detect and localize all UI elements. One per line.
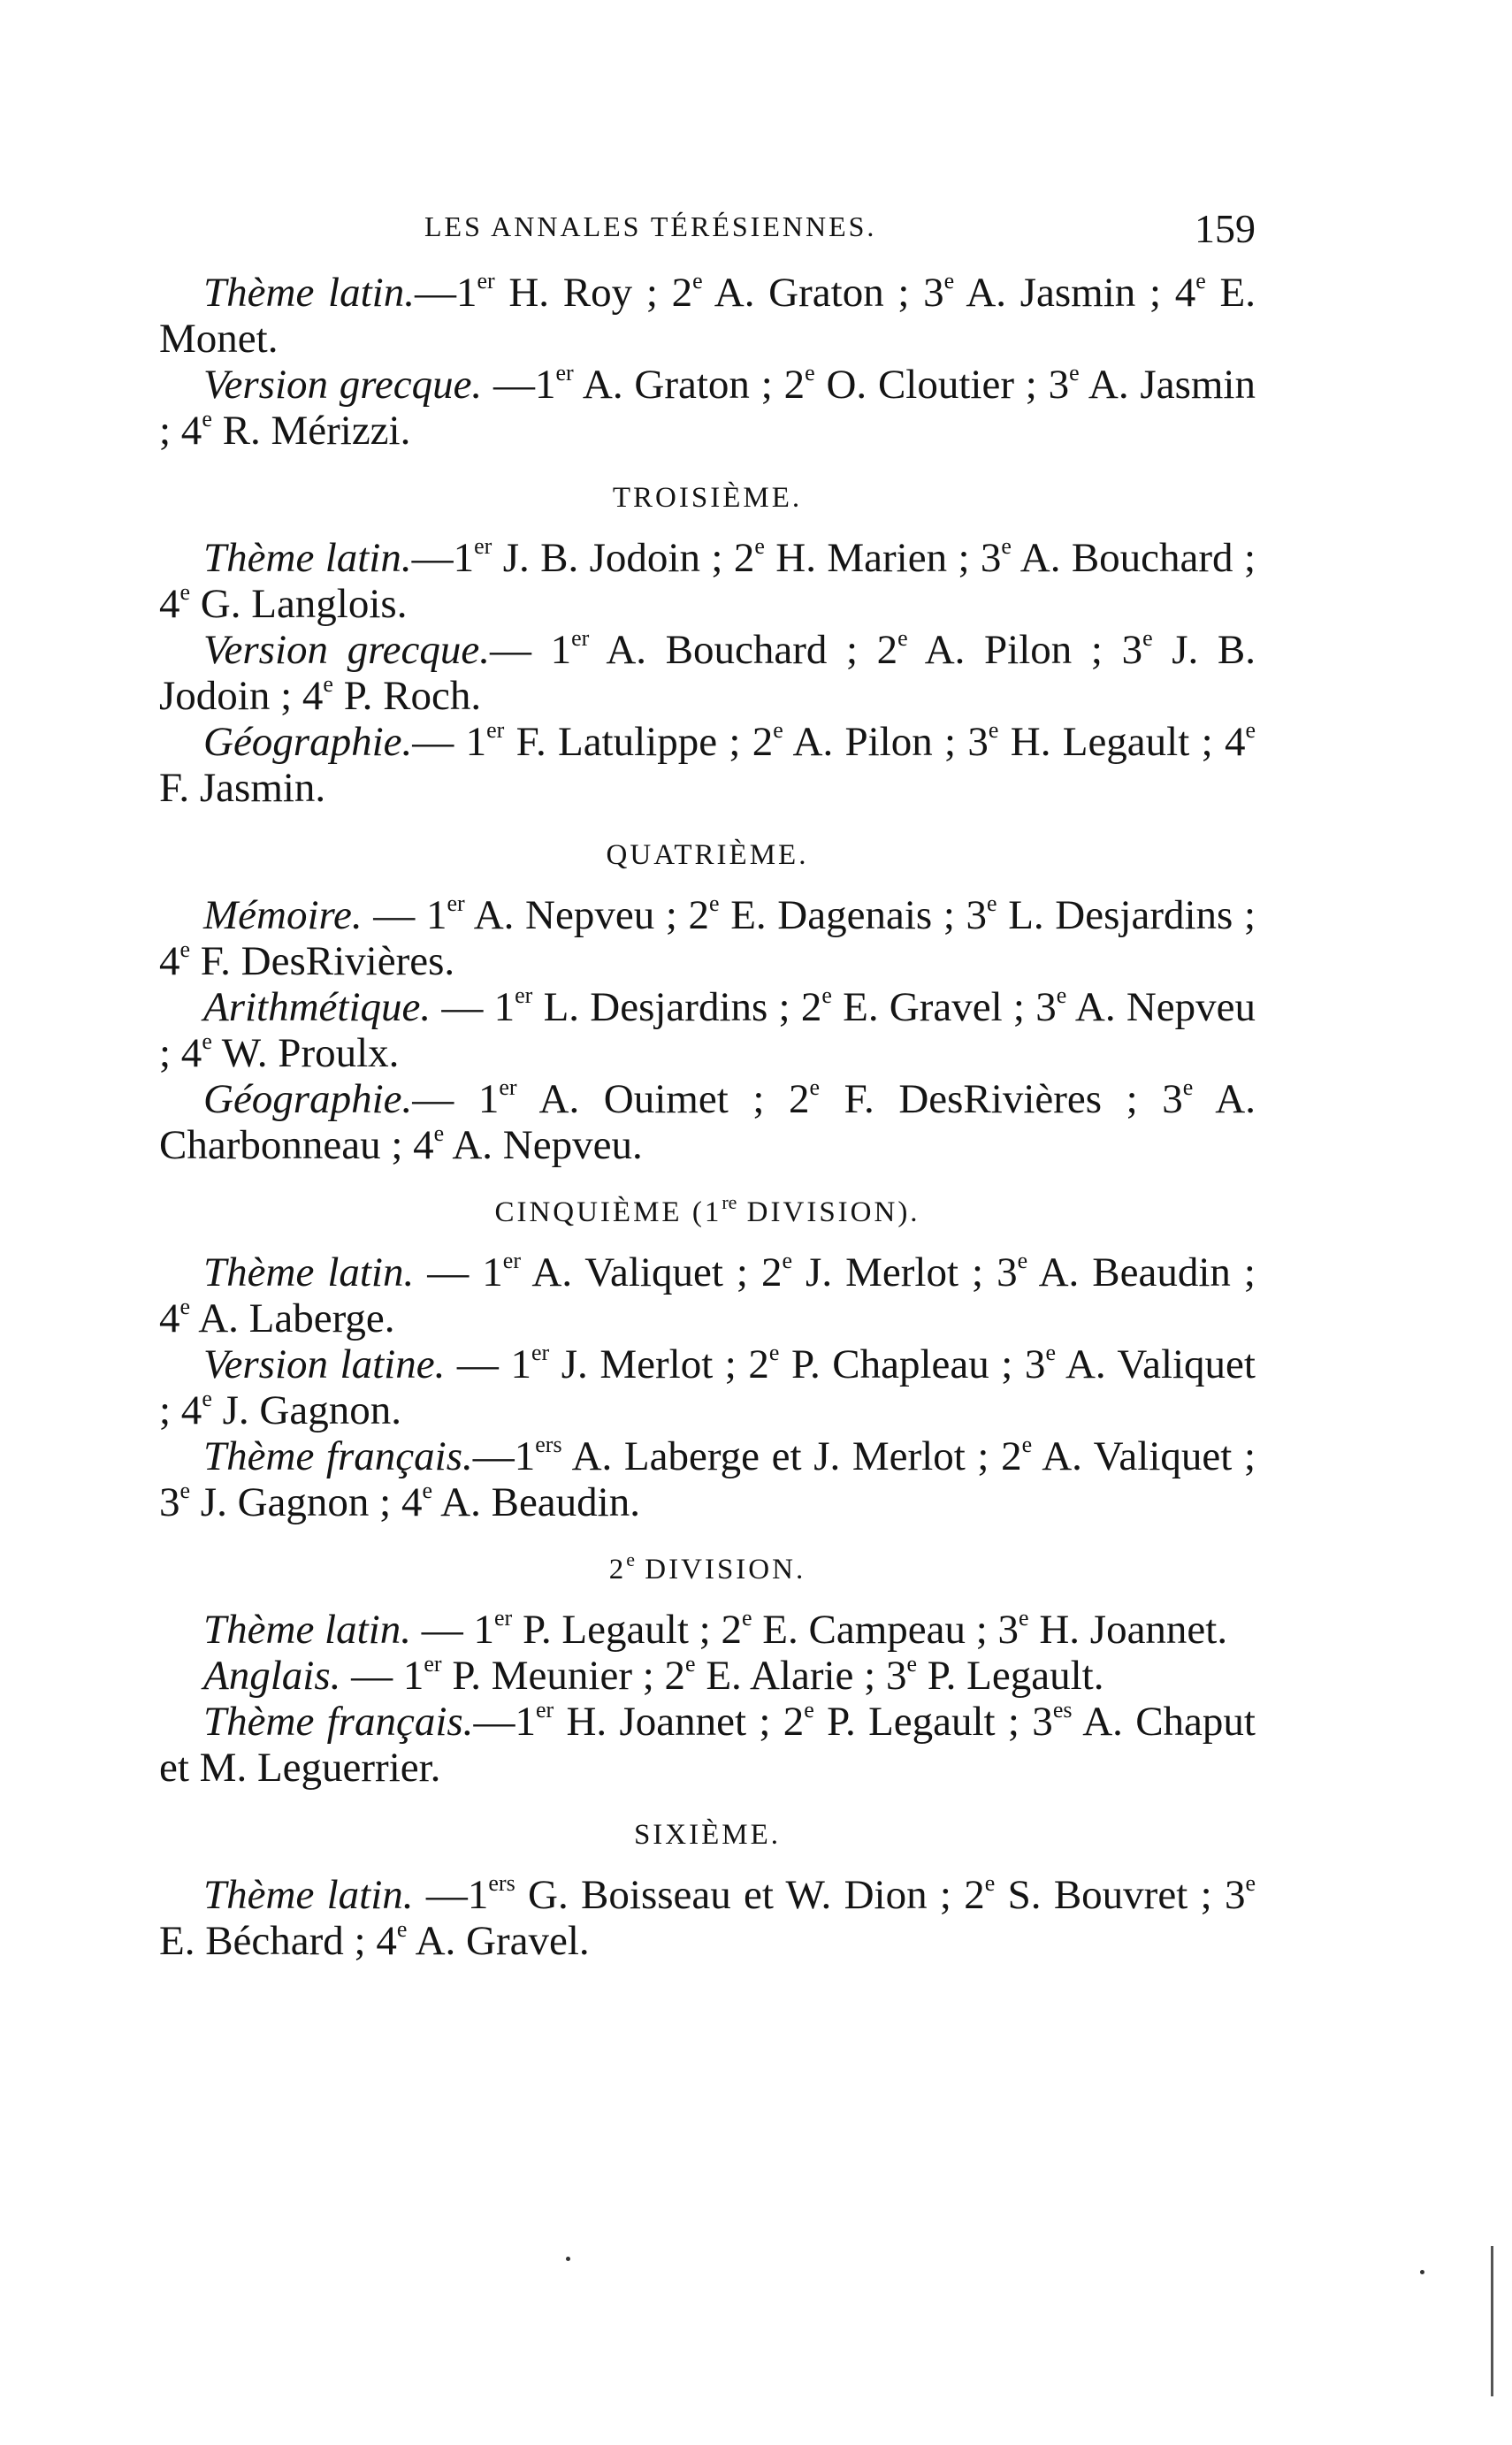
prize-entry: Anglais. — 1er P. Meunier ; 2e E. Alarie ; 3e P. Legault. [203,1651,1104,1699]
prize-entry: Version grecque. —1er A. Graton ; 2e O. Cloutier ; 3e A. Jasmin ; 4e R. Mérizzi. [159,360,1256,454]
prize-entry: Mémoire. — 1er A. Nepveu ; 2e E. Dagenais ; 3e L. Desjardins ; 4e F. DesRivières. [159,890,1256,984]
prize-entry: Thème latin. — 1er A. Valiquet ; 2e J. Merlot ; 3e A. Beaudin ; 4e A. Laberge. [159,1248,1256,1341]
prize-entry: Version latine. — 1er J. Merlot ; 2e P. Chapleau ; 3e A. Valiquet ; 4e J. Gagnon. [159,1340,1256,1433]
prize-entry: Géographie.— 1er F. Latulippe ; 2e A. Pilon ; 3e H. Legault ; 4e F. Jasmin. [159,717,1256,811]
section-heading: QUATRIÈME. [606,839,809,871]
section-heading: SIXIÈME. [633,1819,782,1851]
page-number: 159 [1195,206,1256,251]
prize-entry: Thème français.—1er H. Joannet ; 2e P. Legault ; $3^{es}$ A. Chaput et M. Leguerrier. [159,1697,1256,1791]
prize-entry: Version grecque.— 1er A. Bouchard ; 2e A. Pilon ; 3e J. B. Jodoin ; 4e P. Roch. [159,625,1256,719]
prize-entry: Thème latin.—1er H. Roy ; 2e A. Graton ; 3e A. Jasmin ; 4e E. Monet. [159,268,1256,362]
section-heading: 2e DIVISION. [608,1548,806,1585]
prize-entry: Thème latin. — 1er P. Legault ; 2e E. Campeau ; 3e H. Joannet. [203,1605,1228,1653]
prize-entry: Thème latin. —1ers G. Boisseau et W. Dion ; 2e S. Bouvret ; 3e E. Béchard ; 4e A. Gravel. [159,1870,1256,1964]
section-heading: CINQUIÈME (1re DIVISION). [494,1191,920,1228]
section-heading: TROISIÈME. [612,482,803,514]
prize-entry: Géographie.— 1er A. Ouimet ; 2e F. DesRivières ; 3e A. Charbonneau ; 4e A. Nepveu. [159,1074,1256,1168]
print-speck [566,2257,570,2261]
running-head [159,205,1256,258]
page-edge-line [1491,2246,1493,2396]
print-speck [1420,2270,1424,2274]
prize-entry: Arithmétique. — 1er L. Desjardins ; 2e E. Gravel ; 3e A. Nepveu ; 4e W. Proulx. [159,982,1256,1076]
page-body [159,270,1256,1964]
prize-entry: Thème latin.—1er J. B. Jodoin ; 2e H. Marien ; 3e A. Bouchard ; 4e G. Langlois. [159,533,1256,627]
running-title: LES ANNALES TÉRÉSIENNES. [424,210,877,242]
prize-entry: Thème français.—1ers A. Laberge et J. Merlot ; 2e A. Valiquet ; 3e J. Gagnon ; 4e A. Beaudin. [159,1432,1256,1525]
